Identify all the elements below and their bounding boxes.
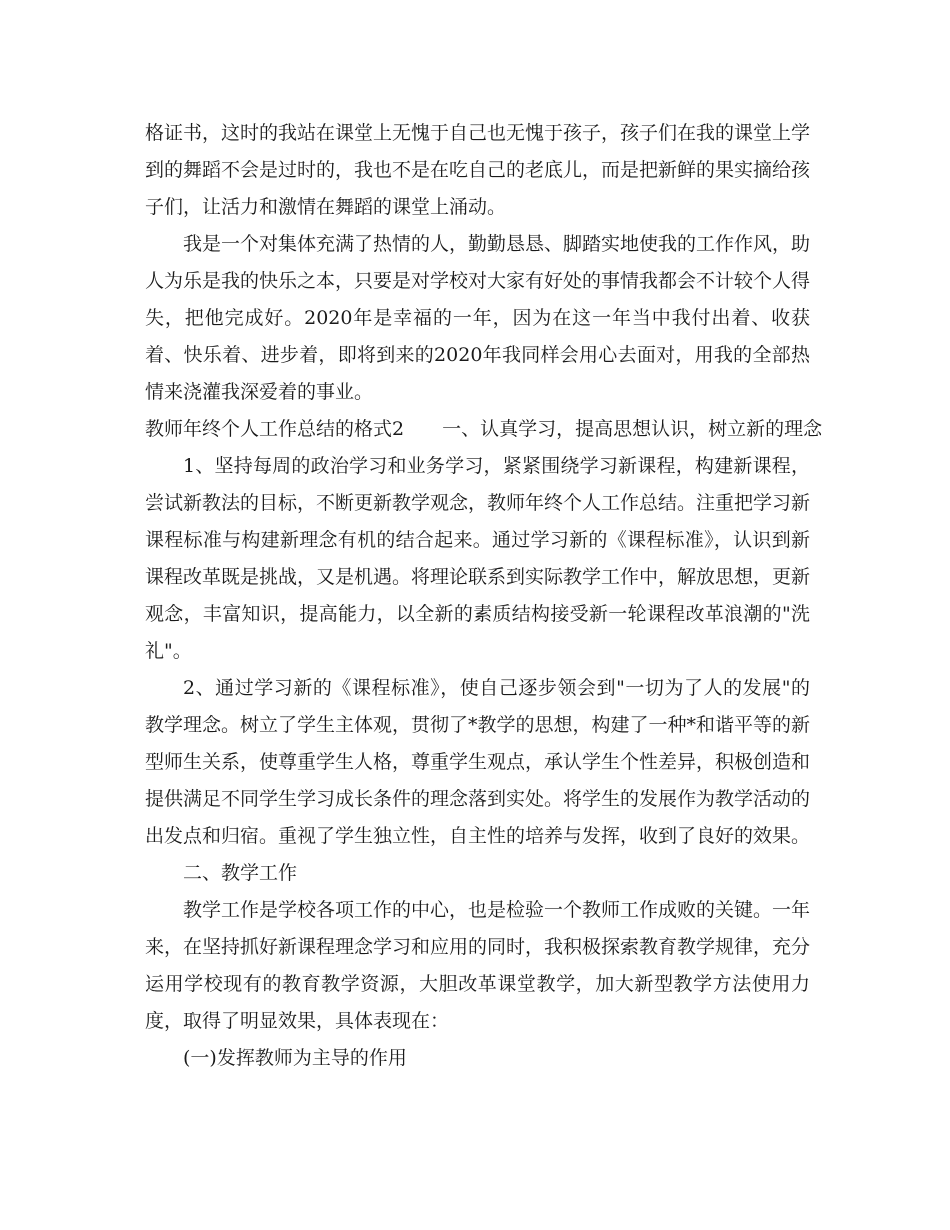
- paragraph-teaching-work: 教学工作是学校各项工作的中心，也是检验一个教师工作成败的关键。一年来，在坚持抓好新课程理念学习和应用的同时，我积极探索教育教学规律，充分运用学校现有的教育教学资源，大胆改革课堂教学，加大新型教学方法使用力度，取得了明显效果，具体表现在：: [145, 899, 811, 1032]
- paragraph-item-1: 1、坚持每周的政治学习和业务学习，紧紧围绕学习新课程，构建新课程，尝试新教法的目标，不断更新教学观念，教师年终个人工作总结。注重把学习新课程标准与构建新理念有机的结合起来。通过学习新的《课程标准》，认识到新课程改革既是挑战，又是机遇。将理论联系到实际教学工作中，解放思想，更新观念，丰富知识，提高能力，以全新的素质结构接受新一轮课程改革浪潮的"洗礼"。: [145, 455, 811, 662]
- section-title: 教师年终个人工作总结的格式2: [145, 418, 405, 440]
- section-subtitle: 一、认真学习，提高思想认识，树立新的理念: [442, 418, 823, 440]
- subheading-teacher-role: (一)发挥教师为主导的作用: [183, 1047, 407, 1069]
- paragraph-self-evaluation: 我是一个对集体充满了热情的人，勤勤恳恳、脚踏实地使我的工作作风，助人为乐是我的快乐之本，只要是对学校对大家有好处的事情我都会不计较个人得失，把他完成好。2020年是幸福的一年，因为在这一年当中我付出着、收获着、快乐着、进步着，即将到来的2020年我同样会用心去面对，用我的全部热情来浇灌我深爱着的事业。: [145, 233, 811, 403]
- paragraph-continuation: 格证书，这时的我站在课堂上无愧于自己也无愧于孩子，孩子们在我的课堂上学到的舞蹈不会是过时的，我也不是在吃自己的老底儿，而是把新鲜的果实摘给孩子们，让活力和激情在舞蹈的课堂上涌动。: [145, 122, 811, 218]
- document-body: [145, 115, 823, 1077]
- section-heading-line: [145, 411, 823, 448]
- subheading-teaching-work: 二、教学工作: [183, 862, 298, 884]
- paragraph-item-2: 2、通过学习新的《课程标准》，使自己逐步领会到"一切为了人的发展"的教学理念。树立了学生主体观，贯彻了*教学的思想，构建了一种*和谐平等的新型师生关系，使尊重学生人格，尊重学生观点，承认学生个性差异，积极创造和提供满足不同学生学习成长条件的理念落到实处。将学生的发展作为教学活动的出发点和归宿。重视了学生独立性，自主性的培养与发挥，收到了良好的效果。: [145, 677, 811, 847]
